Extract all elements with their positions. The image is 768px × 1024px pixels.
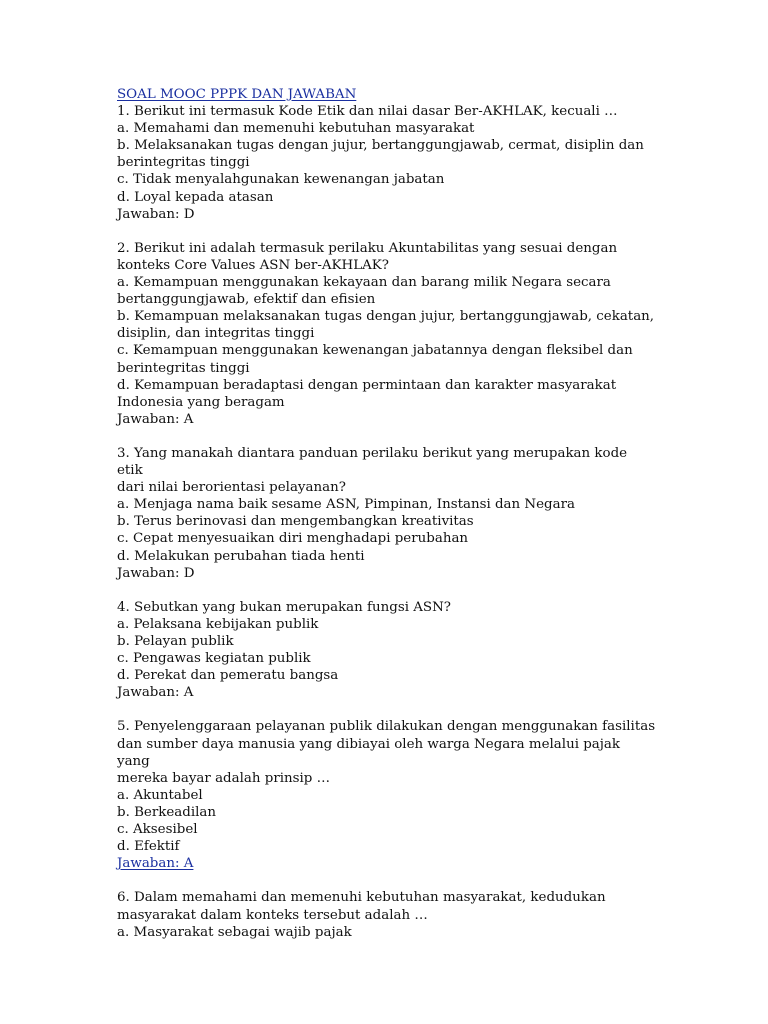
answer-key: Jawaban: D	[117, 206, 195, 222]
answer-option: a. Masyarakat sebagai wajib pajak	[117, 924, 352, 940]
answer-option: c. Aksesibel	[117, 822, 198, 838]
question-block	[117, 445, 657, 582]
answer-option: d. Kemampuan beradaptasi dengan permintaan dan karakter masyarakat	[117, 377, 617, 393]
answer-key: Jawaban: A	[117, 685, 194, 701]
question-text: dan sumber daya manusia yang dibiayai oleh warga Negara melalui pajak yang	[117, 736, 625, 769]
answer-option: c. Pengawas kegiatan publik	[117, 651, 311, 667]
question-text: mereka bayar adalah prinsip …	[117, 770, 331, 786]
answer-option: berintegritas tinggi	[117, 155, 250, 171]
answer-option: d. Efektif	[117, 839, 180, 855]
answer-option: b. Melaksanakan tugas dengan jujur, bertanggungjawab, cermat, disiplin dan	[117, 138, 644, 154]
question-block	[117, 103, 657, 223]
question-text: konteks Core Values ASN ber-AKHLAK?	[117, 257, 389, 273]
answer-option: d. Melakukan perubahan tiada henti	[117, 548, 365, 564]
answer-option: c. Cepat menyesuaikan diri menghadapi perubahan	[117, 531, 469, 547]
question-text: 5. Penyelenggaraan pelayanan publik dilakukan dengan menggunakan fasilitas	[117, 719, 656, 735]
answer-option: a. Menjaga nama baik sesame ASN, Pimpinan, Instansi dan Negara	[117, 497, 575, 513]
answer-option: b. Pelayan publik	[117, 634, 234, 649]
answer-option: d. Loyal kepada atasan	[117, 189, 274, 205]
question-block	[117, 599, 657, 702]
answer-option: d. Perekat dan pemeratu bangsa	[117, 668, 339, 684]
answer-option: berintegritas tinggi	[117, 360, 250, 376]
question-text: 6. Dalam memahami dan memenuhi kebutuhan masyarakat, kedudukan	[117, 890, 606, 906]
answer-option: a. Memahami dan memenuhi kebutuhan masyarakat	[117, 121, 475, 137]
answer-key: Jawaban: D	[117, 565, 195, 581]
answer-option: a. Kemampuan menggunakan kekayaan dan barang milik Negara secara	[117, 275, 611, 291]
answer-option: Indonesia yang beragam	[117, 394, 285, 410]
question-text: masyarakat dalam konteks tersebut adalah …	[117, 907, 428, 923]
document-title-link[interactable]: SOAL MOOC PPPK DAN JAWABAN	[117, 87, 357, 102]
answer-option: c. Kemampuan menggunakan kewenangan jabatannya dengan fleksibel dan	[117, 343, 633, 359]
question-text: dari nilai berorientasi pelayanan?	[117, 480, 346, 496]
answer-option: b. Berkeadilan	[117, 804, 217, 820]
question-text: 4. Sebutkan yang bukan merupakan fungsi ASN?	[117, 599, 451, 615]
answer-option: bertanggungjawab, efektif dan efisien	[117, 292, 376, 308]
answer-option: a. Pelaksana kebijakan publik	[117, 616, 319, 632]
answer-option: c. Tidak menyalahgunakan kewenangan jabatan	[117, 172, 445, 188]
answer-key-link[interactable]: Jawaban: A	[117, 856, 194, 872]
answer-option: b. Kemampuan melaksanakan tugas dengan jujur, bertanggungjawab, cekatan,	[117, 309, 655, 325]
question-text: 3. Yang manakah diantara panduan perilaku berikut yang merupakan kode etik	[117, 445, 632, 479]
question-text: 2. Berikut ini adalah termasuk perilaku Akuntabilitas yang sesuai dengan	[117, 240, 618, 256]
question-text: 1. Berikut ini termasuk Kode Etik dan nilai dasar Ber-AKHLAK, kecuali …	[117, 104, 618, 120]
question-list	[117, 103, 657, 941]
answer-option: disiplin, dan integritas tinggi	[117, 326, 315, 342]
question-block	[117, 889, 657, 940]
answer-key-line	[117, 855, 657, 872]
answer-option: a. Akuntabel	[117, 787, 203, 803]
answer-key: Jawaban: A	[117, 411, 194, 427]
document-page	[117, 86, 657, 958]
answer-option: b. Terus berinovasi dan mengembangkan kreativitas	[117, 514, 474, 530]
question-block	[117, 718, 657, 872]
question-block	[117, 240, 657, 428]
